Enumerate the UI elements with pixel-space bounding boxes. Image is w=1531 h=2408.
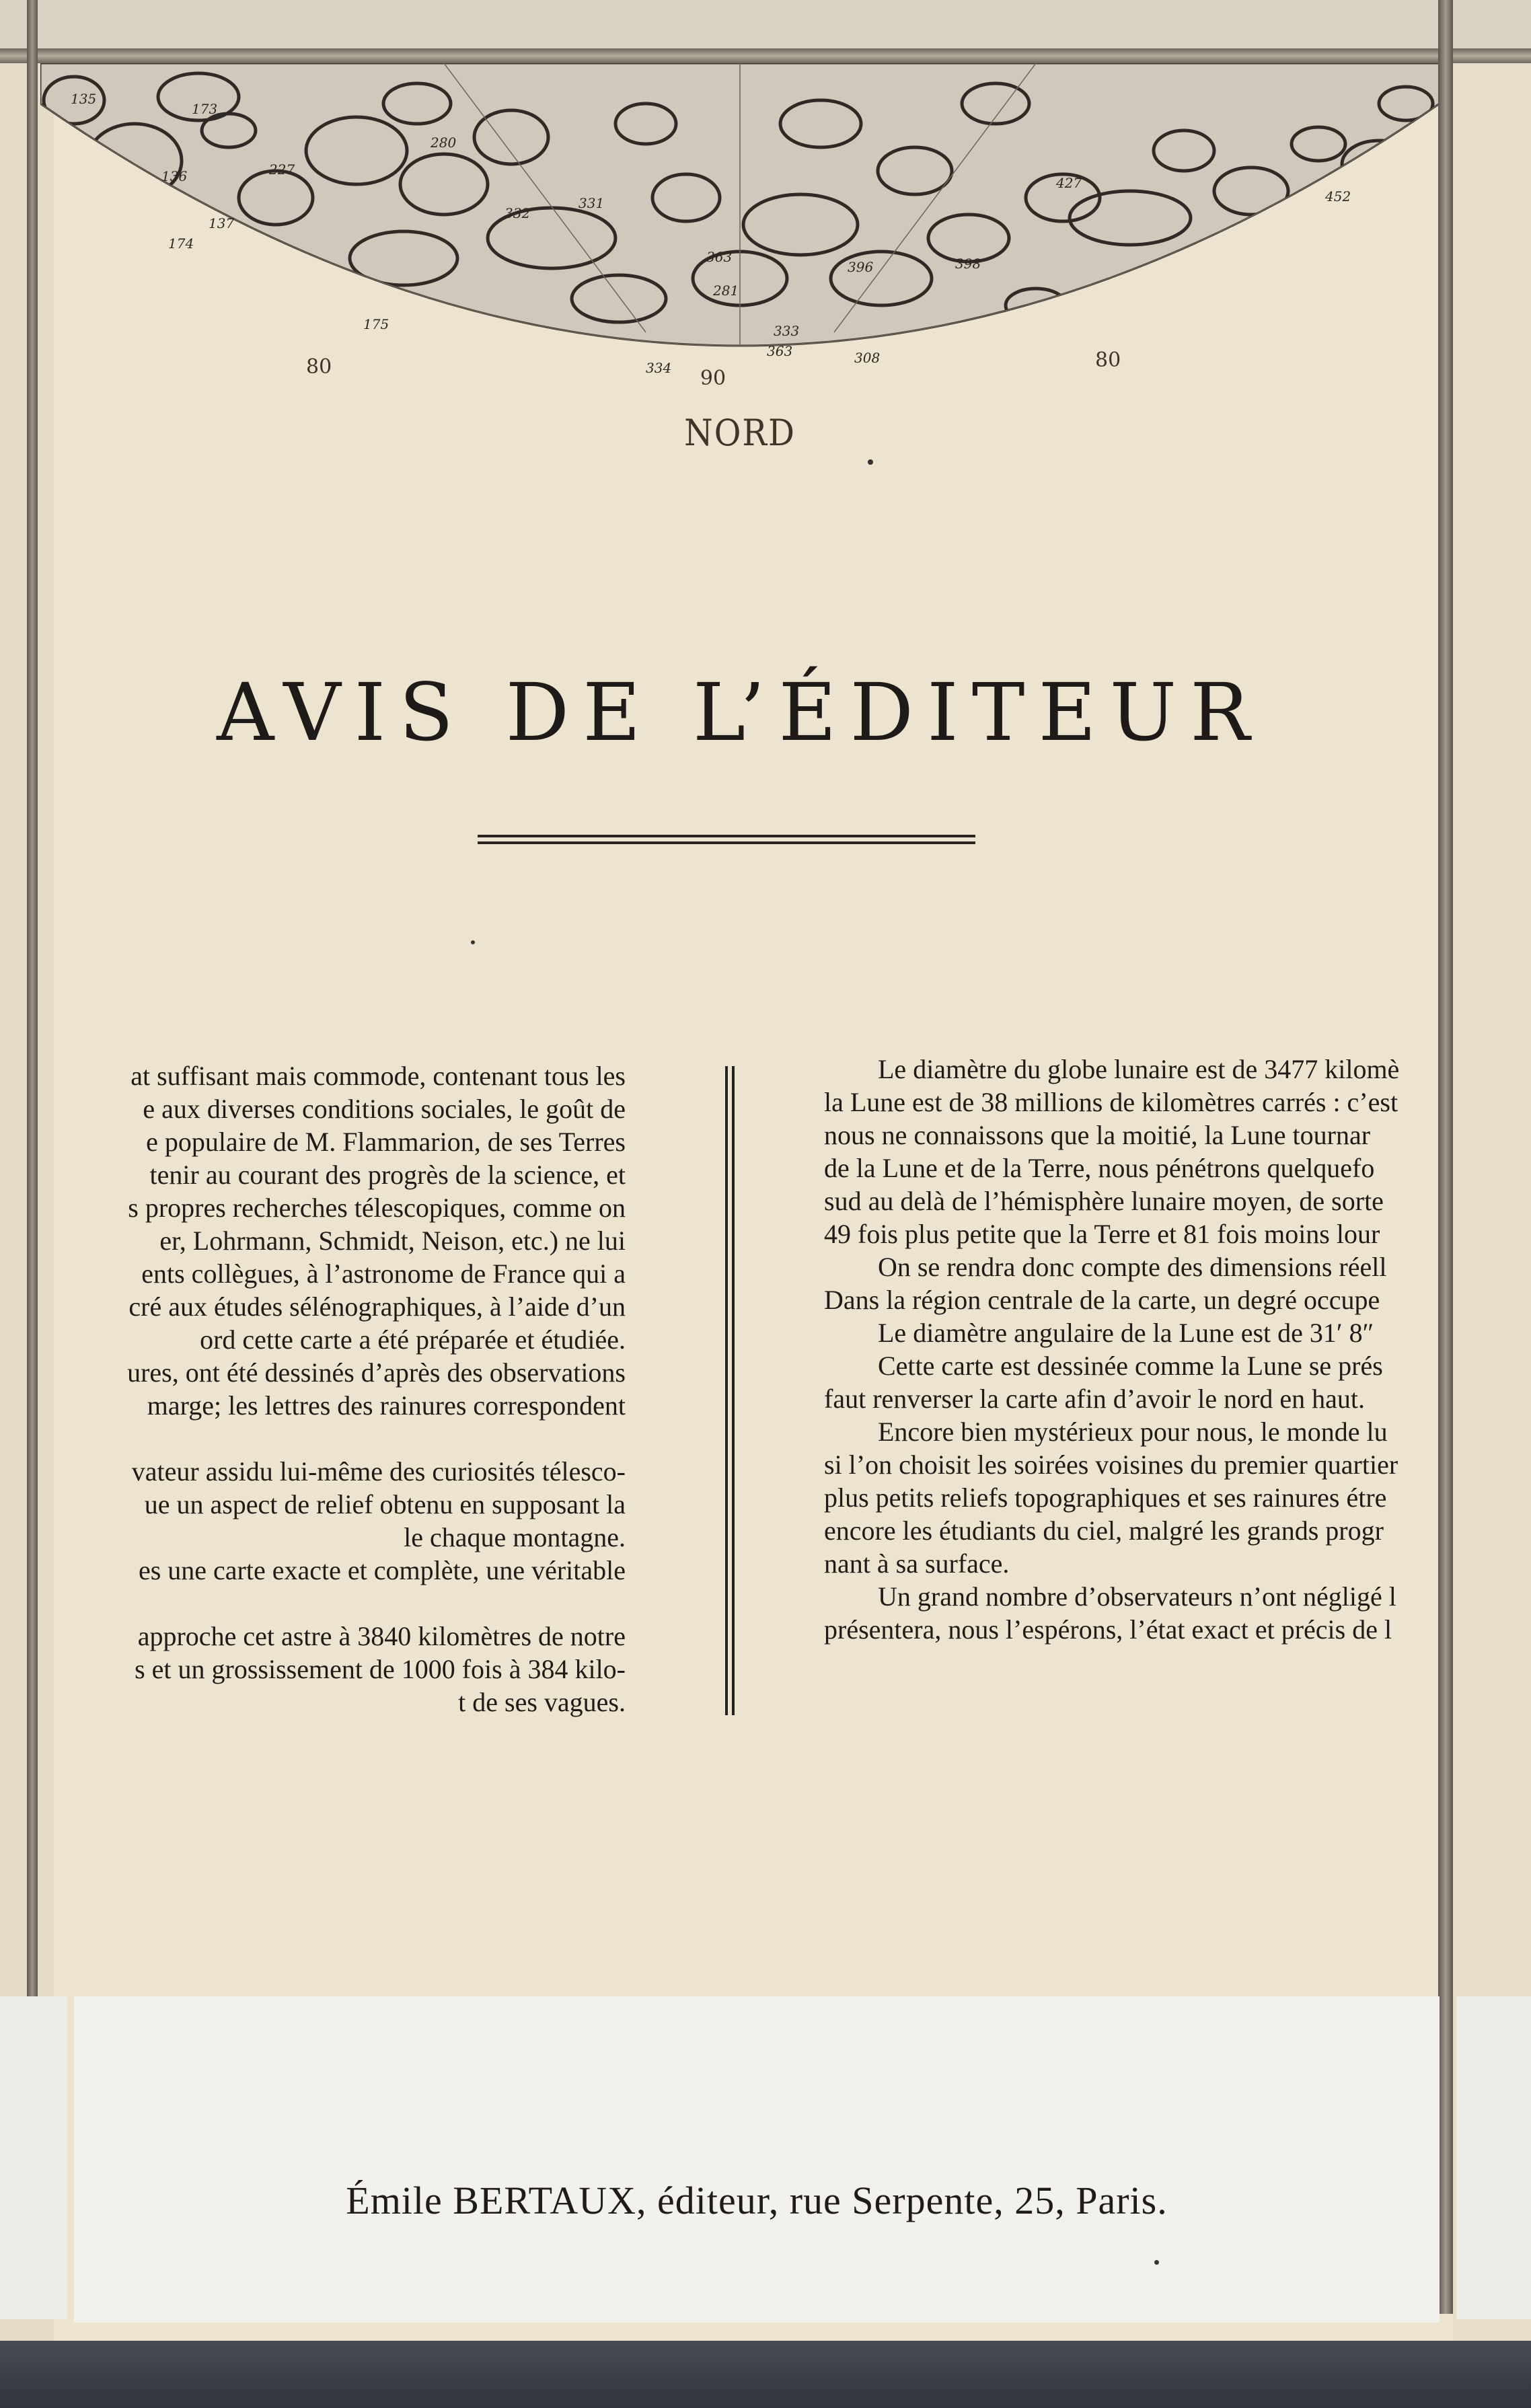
crater-number: 136 [161,168,188,184]
right-column-line: Encore bien mystérieux pour nous, le monde lu [878,1417,1388,1447]
left-column-line: ue un aspect de relief obtenu en supposant la [144,1489,626,1519]
horizontal-fold-seam [0,48,1531,63]
crater-number: 173 [192,101,218,117]
left-column-line: tenir au courant des progrès de la science, et [149,1160,626,1190]
top-degree-label: 90 [700,367,726,390]
crater-number: 333 [774,323,800,339]
left-degree-label: 80 [306,355,332,379]
crater-number: 174 [168,235,194,252]
left-column-line [0,1422,626,1455]
crater-number: 280 [431,135,457,151]
left-text-column [0,1059,626,1719]
ink-speck [1154,2260,1159,2265]
compass-north-label: NORD [684,412,796,454]
column-divider-right [732,1066,735,1715]
left-column-line: cré aux études sélénographiques, à l’aide d’un [128,1291,626,1322]
left-column-line: er, Lohrmann, Schmidt, Neison, etc.) ne lui [159,1226,626,1256]
crater-number: 427 [1056,175,1082,191]
left-column-line: es une carte exacte et complète, une véritable [138,1555,626,1585]
right-column-line: nous ne connaissons que la moitié, la Lune tournar [824,1120,1371,1150]
crater-number: 175 [363,316,389,332]
crater-number: 227 [269,161,295,178]
right-column-line: sud au delà de l’hémisphère lunaire moyen, de sorte [824,1186,1384,1216]
publisher-imprint: Émile BERTAUX, éditeur, rue Serpente, 25, Paris. [346,2179,1168,2222]
left-column-line: ures, ont été dessinés d’après des observations [127,1357,626,1388]
footer-band [74,1996,1440,2323]
crater-number: 452 [1325,188,1351,204]
footer-left-fold [0,1996,67,2319]
crater-number: 398 [955,256,981,272]
right-column-line: Un grand nombre d’observateurs n’ont négligé l [878,1581,1396,1612]
crater-number: 281 [713,283,739,299]
right-column-line: encore les étudiants du ciel, malgré les grands progr [824,1515,1384,1546]
moon-map [40,63,1440,386]
left-column-line: e aux diverses conditions sociales, le goût de [143,1094,626,1124]
left-column-line: marge; les lettres des rainures correspondent [147,1390,626,1421]
left-column-line: t de ses vagues. [458,1687,626,1717]
right-column-line: plus petits reliefs topographiques et ses rainures étre [824,1482,1387,1513]
crater-number: 363 [767,343,793,359]
crater-number: 308 [854,350,881,366]
ink-speck [868,459,873,465]
right-column-line: Cette carte est dessinée comme la Lune se prés [878,1351,1383,1381]
page-title: AVIS DE L’ÉDITEUR [217,666,1263,759]
right-column-line: On se rendra donc compte des dimensions réell [878,1252,1387,1282]
right-column-line: faut renverser la carte afin d’avoir le nord en haut. [824,1384,1366,1414]
ink-speck [471,940,475,944]
left-column-line: ents collègues, à l’astronome de France qui a [141,1258,626,1289]
right-column-line: nant à sa surface. [824,1548,1010,1579]
right-column-line: Dans la région centrale de la carte, un degré occupe [824,1285,1380,1315]
title-rule-bottom [478,841,975,844]
right-column-line: 49 fois plus petite que la Terre et 81 fois moins lour [824,1219,1380,1249]
right-column-line: de la Lune et de la Terre, nous pénétrons quelquefo [824,1153,1375,1183]
right-column-line: Le diamètre du globe lunaire est de 3477 kilomè [878,1054,1400,1084]
title-rule-top [478,835,975,837]
floor-background [0,2334,1531,2408]
crater-number: 331 [578,195,605,211]
crater-number: 334 [646,360,672,376]
right-text-column [824,1053,1450,1646]
left-column-line: ord cette carte a été préparée et étudiée. [200,1324,626,1355]
right-column-line: présentera, nous l’espérons, l’état exact et précis de l [824,1614,1392,1645]
right-degree-label: 80 [1095,348,1121,372]
right-column-line: Le diamètre angulaire de la Lune est de 31′ 8″ [878,1318,1374,1348]
column-divider-left [725,1066,728,1715]
crater-number: 135 [71,91,97,107]
footer-right-fold [1456,1996,1531,2319]
left-column-line: vateur assidu lui-même des curiosités télesco- [131,1456,626,1487]
crater-number: 363 [706,249,733,265]
left-column-line: s et un grossissement de 1000 fois à 384 kilo- [135,1654,626,1684]
left-column-line [0,1587,626,1620]
crater-number: 396 [848,259,874,275]
upper-map-strip [0,0,1531,48]
right-column-line: si l’on choisit les soirées voisines du premier quartier [824,1450,1398,1480]
crater-number: 137 [209,215,235,231]
left-column-line: s propres recherches télescopiques, comme on [128,1193,626,1223]
left-column-line: e populaire de M. Flammarion, de ses Terres [146,1127,626,1157]
right-panel [1453,0,1531,2341]
crater-number: 332 [505,205,531,221]
left-column-line: le chaque montagne. [404,1522,626,1552]
left-column-line: at suffisant mais commode, contenant tous les [130,1061,626,1091]
left-column-line: approche cet astre à 3840 kilomètres de notre [137,1621,626,1651]
right-column-line: la Lune est de 38 millions de kilomètres carrés : c’est [824,1087,1398,1117]
